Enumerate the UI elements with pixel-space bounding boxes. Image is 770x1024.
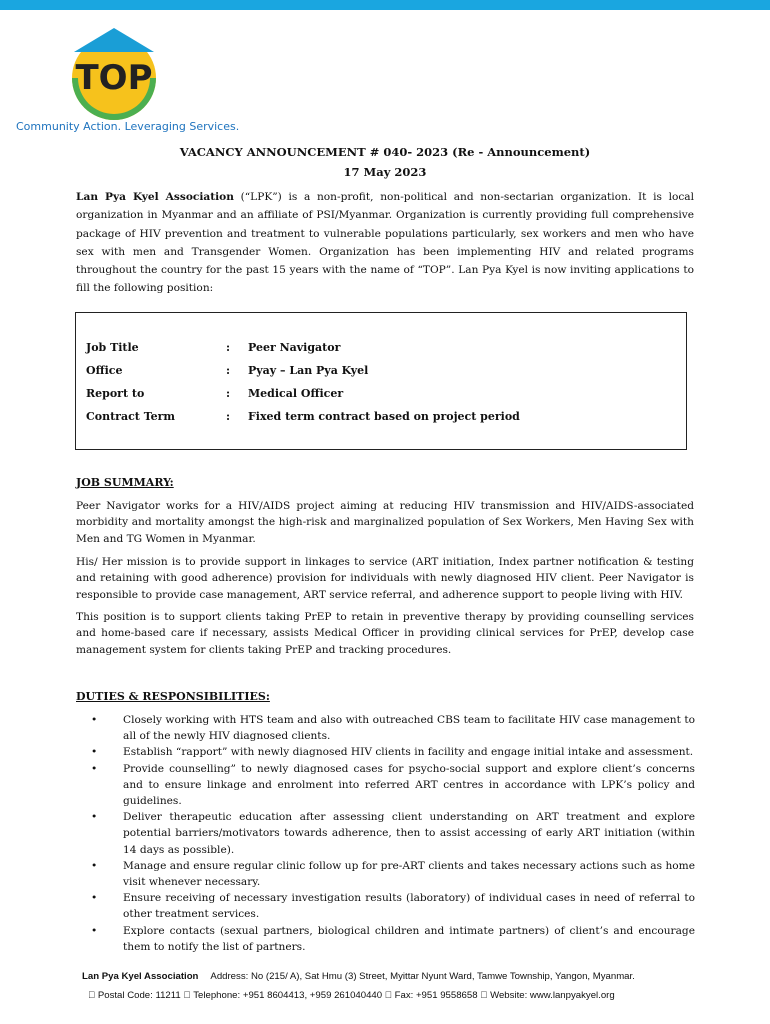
duty-item [91,712,695,744]
job-value: Peer Navigator [248,341,341,354]
job-details-box [75,312,687,450]
duty-text: Explore contacts (sexual partners, biological children and intimate partners) of client’s and encourage them to notify the list of partners. [123,924,695,953]
top-logo [14,22,214,134]
intro-paragraph [76,188,694,298]
intro-text: (“LPK”) is a non-profit, non-political and non-sectarian organization. It is local organization in Myanmar and an affiliate of PSI/Myanmar. Organization is currently providing full comprehensive package of HIV prevention and treatment to vulnerable populations particularly, sex workers and men who have sex with men and Transgender Women. Organization has been implementing HIV and related programs throughout the country for the past 15 years with the name of “TOP”. Lan Pya Kyel is now inviting applications to fill the following position: [76,191,694,295]
logo-tagline: Community Action. Leveraging Services. [16,120,240,133]
logo-text: TOP [75,58,153,98]
bullet-icon: • [91,892,98,905]
announcement-title: VACANCY ANNOUNCEMENT # 040- 2023 (Re - Announcement) [179,145,591,159]
announcement-date: 17 May 2023 [343,165,427,179]
job-summary-heading: JOB SUMMARY: [76,476,174,489]
duty-text: Manage and ensure regular clinic follow up for pre-ART clients and takes necessary actions such as home visit whenever necessary. [123,859,695,889]
job-row-title [86,341,340,354]
job-sep: : [226,341,231,354]
footer-contact-line: Postal Code: 11211 Telephone: +951 8604413, +959 261040440 Fax: +951 9558658 Website: www.lanpyakyel.org [88,990,576,1001]
duty-text: Ensure receiving of necessary investigation results (laboratory) of individual cases in need of referral to other treatment services. [123,892,695,921]
job-summary-paragraph-3: This position is to support clients taking PrEP to retain in preventive therapy by providing counselling services and home-based care if necessary, assists Medical Officer in providing clinical services for PrEP, develop case management system for clients taking PrEP and tracking procedures. [76,611,694,656]
job-label: Office [86,364,123,377]
footer-address: Address: No (215/ A), Sat Hmu (3) Street, Myittar Nyunt Ward, Tamwe Township, Yangon, Myanmar. [210,971,635,982]
top-logo-mark [54,22,178,122]
duty-text: Closely working with HTS team and also with outreached CBS team to facilitate HIV case management to all of the newly HIV diagnosed clients. [123,714,695,743]
bullet-icon: • [91,859,98,872]
top-accent-bar [0,0,770,10]
bullet-icon: • [91,762,98,775]
duty-item [91,858,695,890]
duty-text: Establish “rapport” with newly diagnosed HIV clients in facility and engage initial intake and assessment. [123,746,694,759]
job-label: Contract Term [86,410,176,423]
job-row-office [86,364,368,377]
duty-item [91,923,695,955]
job-summary-paragraph-2: His/ Her mission is to provide support in linkages to service (ART initiation, Index partner notification & testing and retaining with good adherence) provision for individuals with newly diagnosed HIV client. Peer Navigator is responsible to provide case management, ART service referral, and adherence support to people living with HIV. [76,556,694,601]
job-row-contract-term [86,410,520,423]
duty-item [91,761,695,810]
job-label: Job Title [86,341,139,354]
duties-list [91,712,695,955]
footer-address-line [82,971,635,982]
duty-item [91,809,695,858]
duty-text: Provide counselling” to newly diagnosed cases for psycho-social support and explore client’s concerns and to ensure linkage and enrolment into referred ART centres in accordance with LPK’s policy and guidelines. [123,762,695,808]
duty-text: Deliver therapeutic education after assessing client understanding on ART treatment and explore potential barriers/motivators towards adherence, then to assist accessing of early ART initiation (within 14 days as possible). [123,811,695,856]
job-sep: : [226,387,231,400]
duty-item [91,744,695,760]
bullet-icon: • [91,811,98,824]
bullet-icon: • [91,714,98,726]
job-row-report-to [86,387,343,400]
job-value: Fixed term contract based on project period [248,410,520,423]
job-summary-paragraph-1: Peer Navigator works for a HIV/AIDS project aiming at reducing HIV transmission and HIV/AIDS-associated morbidity and mortality amongst the high-risk and marginalized population of Sex Workers, Men Having Sex with Men and TG Women in Myanmar. [76,500,694,545]
duty-item [91,890,695,922]
bullet-icon: • [91,746,98,759]
duties-heading: DUTIES & RESPONSIBILITIES: [76,690,270,703]
job-sep: : [226,364,231,377]
job-value: Medical Officer [248,387,344,400]
bullet-icon: • [91,924,98,937]
job-label: Report to [86,387,145,400]
job-sep: : [226,410,231,423]
job-value: Pyay – Lan Pya Kyel [248,364,369,377]
footer-org-name: Lan Pya Kyel Association [82,971,199,982]
org-name: Lan Pya Kyel Association [76,191,234,203]
